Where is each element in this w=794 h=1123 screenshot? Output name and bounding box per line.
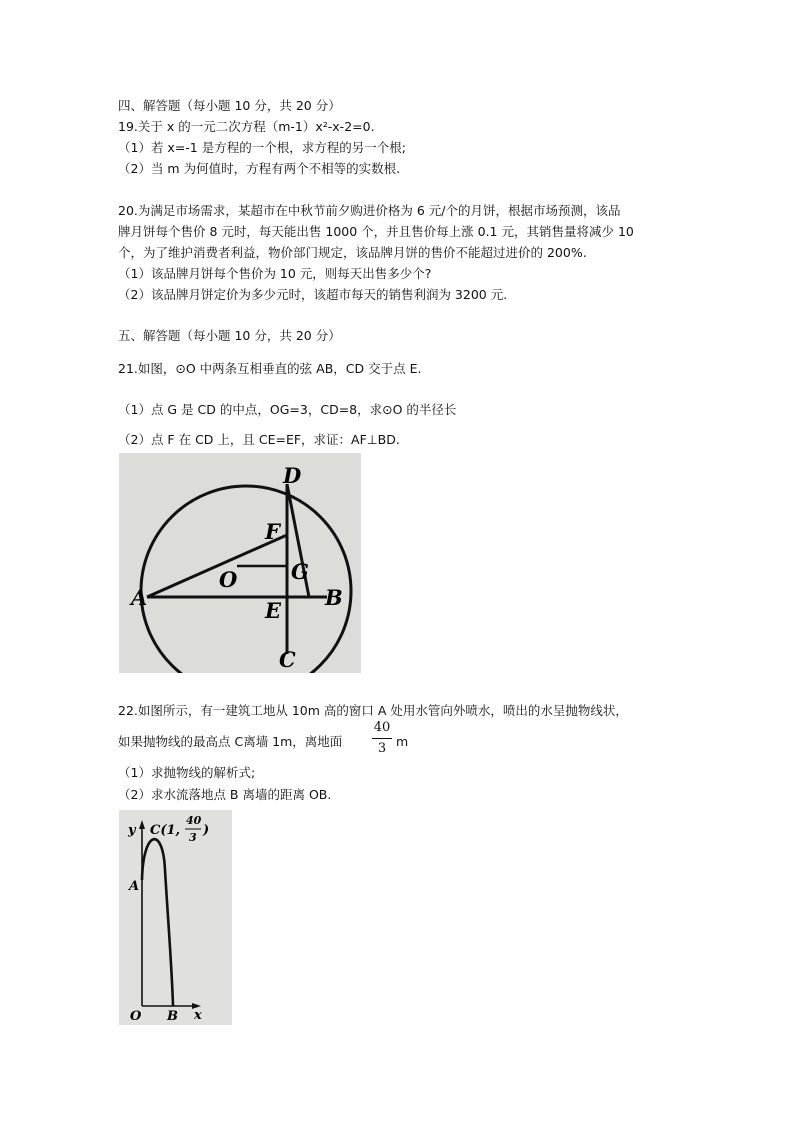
q21-figure [119, 453, 361, 673]
q20-part2: （2）该品牌月饼定价为多少元时，该超市每天的销售利润为 3200 元. [118, 287, 508, 302]
q22-figure [119, 810, 232, 1025]
q22-line1: 22.如图所示，有一建筑工地从 10m 高的窗口 A 处用水管向外喷水，喷出的水呈抛物线状， [118, 703, 628, 718]
label-E: E [265, 598, 282, 623]
label-O: O [219, 567, 238, 592]
q19-part1: （1）若 x=-1 是方程的一个根，求方程的另一个根; [118, 140, 406, 155]
q21-part2: （2）点 F 在 CD 上，且 CE=EF，求证：AF⊥BD. [118, 432, 400, 447]
q21-part1: （1）点 G 是 CD 的中点，OG=3，CD=8，求⊙O 的半径长 [118, 402, 457, 417]
q20-line2: 牌月饼每个售价 8 元时，每天能出售 1000 个，并且售价每上涨 0.1 元，其销售量将减少 10 [118, 224, 634, 239]
q22-fraction-numerator: 40 [373, 720, 391, 735]
label-O: O [130, 1009, 142, 1024]
label-B: B [325, 585, 343, 610]
q22-line2: 如果抛物线的最高点 C离墙 1m，离地面 [118, 734, 343, 749]
q22-part1: （1）求抛物线的解析式; [118, 765, 256, 780]
label-A: A [131, 585, 148, 610]
label-C-num: 40 [186, 814, 202, 827]
q22-fraction-denominator: 3 [377, 741, 387, 756]
q20-line1: 20.为满足市场需求，某超市在中秋节前夕购进价格为 6 元/个的月饼，根据市场预测，该品 [118, 203, 621, 218]
label-C: C [279, 647, 296, 672]
q19-stem: 19.关于 x 的一元二次方程（m-1）x²-x-2=0. [118, 119, 375, 134]
q20-part1: （1）该品牌月饼每个售价为 10 元，则每天出售多少个? [118, 266, 432, 281]
section5-heading: 五、解答题（每小题 10 分，共 20 分） [118, 328, 341, 343]
label-x: x [194, 1008, 202, 1023]
label-A: A [129, 879, 140, 894]
label-G: G [291, 559, 309, 584]
q22-line2-unit: m [396, 734, 409, 749]
label-F: F [265, 519, 280, 544]
q21-circle-diagram [119, 453, 361, 673]
q20-line3: 个，为了维护消费者利益，物价部门规定，该品牌月饼的售价不能超过进价的 200%. [118, 245, 587, 260]
q19-part2: （2）当 m 为何值时，方程有两个不相等的实数根. [118, 161, 401, 176]
q22-parabola-diagram [119, 810, 232, 1025]
label-B: B [167, 1009, 178, 1024]
label-C: C(1, [150, 823, 181, 838]
label-C-den: 3 [189, 831, 197, 844]
q22-fraction-bar [372, 738, 392, 739]
section4-heading: 四、解答题（每小题 10 分，共 20 分） [118, 98, 341, 113]
label-C-close: ) [203, 823, 210, 838]
q21-stem: 21.如图，⊙O 中两条互相垂直的弦 AB，CD 交于点 E. [118, 361, 422, 376]
label-D: D [283, 463, 302, 488]
label-y: y [128, 823, 136, 838]
q22-part2: （2）求水流落地点 B 离墙的距离 OB. [118, 787, 332, 802]
